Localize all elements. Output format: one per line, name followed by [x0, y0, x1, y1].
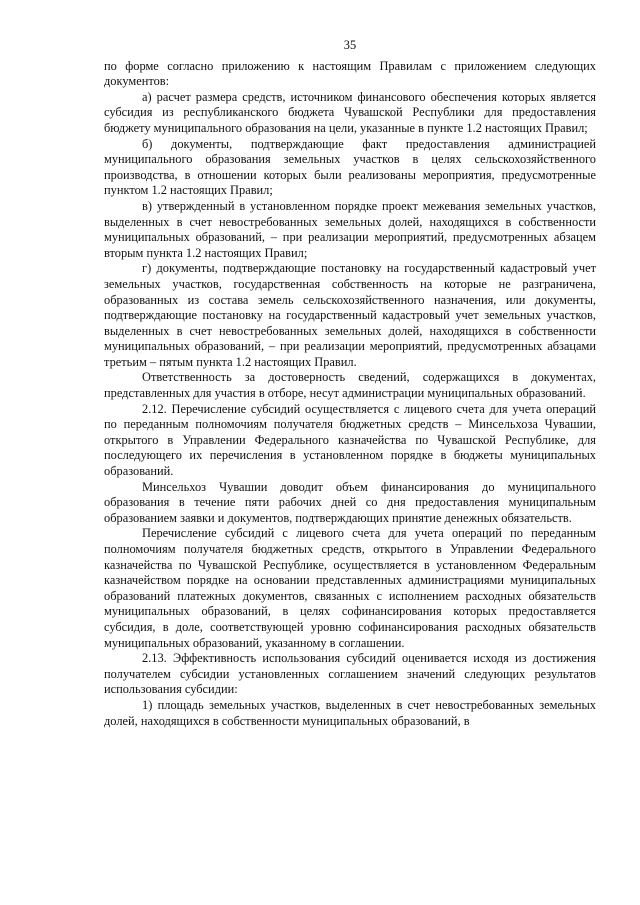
- paragraph-2-12: 2.12. Перечисление субсидий осуществляется с лицевого счета для учета операций по переданным полномочиям получателя бюджетных средств – Минсельхоза Чувашии, открытого в Управлении Федерального казначейства по Чувашской Республике, для последующего их перечисления в установленном порядке в бюджеты муниципальных образований.: [104, 401, 596, 479]
- paragraph-responsibility: Ответственность за достоверность сведений, содержащихся в документах, представленных для участия в отборе, несут администрации муниципальных образований.: [104, 370, 596, 401]
- page-number: 35: [343, 38, 357, 52]
- paragraph-item-v: в) утвержденный в установленном порядке проект межевания земельных участков, выделенных в счет невостребованных земельных долей, находящихся в собственности муниципальных образований, – при реализации мероприятий, предусмотренных абзацем вторым пункта 1.2 настоящих Правил;: [104, 198, 596, 260]
- paragraph-result-1: 1) площадь земельных участков, выделенных в счет невостребованных земельных долей, находящихся в собственности муниципальных образований, в: [104, 697, 596, 728]
- paragraph-2-13: 2.13. Эффективность использования субсидий оценивается исходя из достижения получателем субсидии установленных соглашением значений следующих результатов использования субсидии:: [104, 651, 596, 697]
- paragraph-item-b: б) документы, подтверждающие факт предоставления администрацией муниципального образования земельных участков в целях сельскохозяйственного производства, в отношении которых были реализованы мероприятия, предусмотренные пунктом 1.2 настоящих Правил;: [104, 136, 596, 198]
- paragraph-transfer: Перечисление субсидий с лицевого счета для учета операций по переданным полномочиям получателя бюджетных средств, открытого в Управлении Федерального казначейства по Чувашской Республике, осуществляется в установленном Федеральным казначейством порядке на основании представленных администрациями муниципальных образований платежных документов, связанных с исполнением расходных обязательств муниципальных образований, в целях софинансирования которых предоставляется субсидия, в доле, соответствующей уровню софинансирования расходных обязательств муниципальных образований, указанному в соглашении.: [104, 526, 596, 650]
- document-page: [104, 38, 596, 729]
- document-body: [104, 59, 596, 730]
- paragraph-item-g: г) документы, подтверждающие постановку на государственный кадастровый учет земельных участков, государственная собственность на которые не разграничена, образованных из состава земель сельскохозяйственного назначения, или документы, подтверждающие постановку на государственный кадастровый учет земельных участков, выделенных в счет невостребованных земельных долей, находящихся в собственности муниципальных образований, – при реализации мероприятий, предусмотренных абзацами третьим – пятым пункта 1.2 настоящих Правил.: [104, 261, 596, 369]
- paragraph-intro: по форме согласно приложению к настоящим Правилам с приложением следующих документов:: [104, 58, 596, 89]
- paragraph-item-a: а) расчет размера средств, источником финансового обеспечения которых является субсидия из республиканского бюджета Чувашской Республики для предоставления бюджету муниципального образования на цели, указанные в пункте 1.2 настоящих Правил;: [104, 89, 596, 135]
- paragraph-financing: Минсельхоз Чувашии доводит объем финансирования до муниципального образования в течение пяти рабочих дней со дня предоставления муниципальным образованием заявки и документов, подтверждающих принятие денежных обязательств.: [104, 479, 596, 525]
